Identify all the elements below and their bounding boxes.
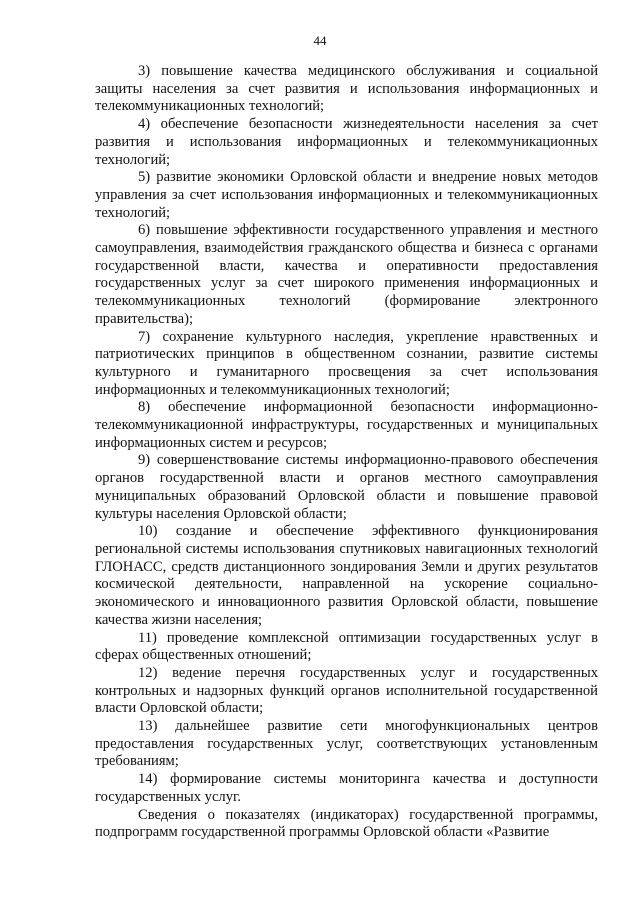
paragraph-item-6: 6) повышение эффективности государственного управления и местного самоуправления, взаимодействия гражданского общества и бизнеса с органами государственной власти, качества и оперативности предоставления государственных услуг за счет широкого применения информационных и телекоммуникационных технологий (формирование электронного правительства); [95, 222, 598, 327]
paragraph-item-13: 13) дальнейшее развитие сети многофункциональных центров предоставления государственных услуг, соответствующих установленным требованиям; [95, 718, 598, 770]
paragraph-item-3: 3) повышение качества медицинского обслуживания и социальной защиты населения за счет развития и использования информационных и телекоммуникационных технологий; [95, 63, 598, 115]
document-body [95, 63, 598, 842]
paragraph-item-12: 12) ведение перечня государственных услуг и государственных контрольных и надзорных функций органов исполнительной государственной власти Орловской области; [95, 664, 598, 717]
paragraph-item-5: 5) развитие экономики Орловской области и внедрение новых методов управления за счет использования информационных и телекоммуникационных технологий; [95, 169, 598, 221]
paragraph-item-4: 4) обеспечение безопасности жизнедеятельности населения за счет развития и использования информационных и телекоммуникационных технологий; [95, 116, 598, 168]
paragraph-item-11: 11) проведение комплексной оптимизации государственных услуг в сферах общественных отношений; [95, 629, 598, 664]
paragraph-item-10: 10) создание и обеспечение эффективного функционирования региональной системы использования спутниковых навигационных технологий ГЛОНАСС, средств дистанционного зондирования Земли и других результатов космической деятельности, направленной на ускорение социально-экономического и инновационного развития Орловской области, повышение качества жизни населения; [95, 523, 598, 628]
paragraph-item-8: 8) обеспечение информационной безопасности информационно-телекоммуникационной инфраструктуры, государственных и муниципальных информационных систем и ресурсов; [95, 399, 598, 451]
indicators-paragraph: Сведения о показателях (индикаторах) государственной программы, подпрограмм государственной программы Орловской области «Развитие [95, 806, 598, 841]
paragraph-item-14: 14) формирование системы мониторинга качества и доступности государственных услуг. [95, 771, 598, 805]
paragraph-item-9: 9) совершенствование системы информационно-правового обеспечения органов государственной власти и органов местного самоуправления муниципальных образований Орловской области и повышение правовой культуры населения Орловской области; [95, 452, 598, 522]
page-number: 44 [313, 33, 327, 48]
paragraph-item-7: 7) сохранение культурного наследия, укрепление нравственных и патриотических принципов в общественном сознании, развитие системы культурного и гуманитарного просвещения за счет использования информационных и телекоммуникационных технологий; [95, 328, 598, 398]
